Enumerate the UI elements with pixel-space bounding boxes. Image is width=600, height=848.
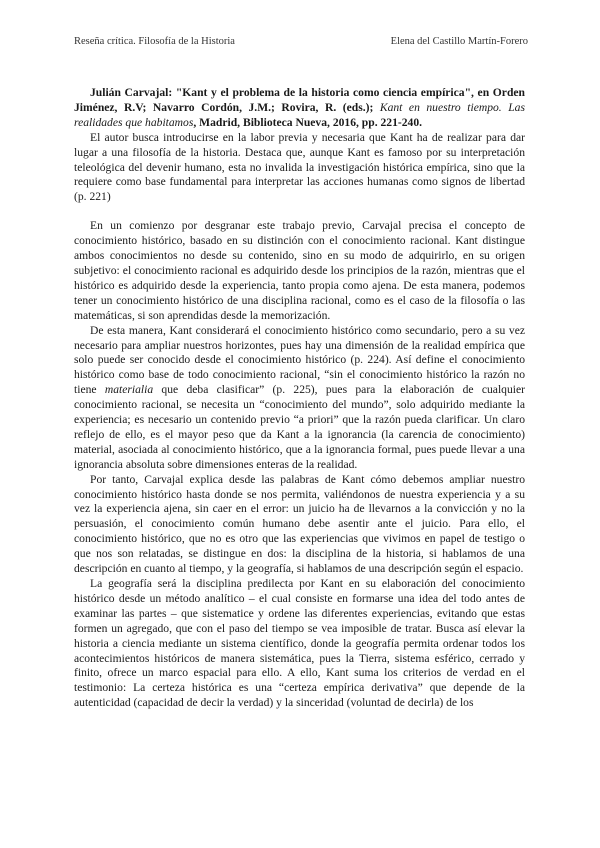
paragraph-3-emphasis: materialia bbox=[104, 383, 154, 397]
paragraph-5: La geografía será la disciplina predilecta por Kant en su elaboración del conocimiento histórico desde un método analítico – el cual consiste en formarse una idea del todo antes de examinar las partes – que sistematice y ordene las diferentes experiencias, evitando que estas formen un agregado, que con el paso del tiempo se vea imposible de tratar. Busca así elevar la historia a ciencia mediante un sistema científico, donde la geografía permita ordenar todos los acontecimientos históricos de manera sistemática, pues la Tierra, sistema esférico, cerrado y finito, ofrece un marco espacial para ello. A ello, Kant suma los criterios de verdad en el testimonio: La certeza histórica es una “certeza empírica derivativa” que depende de la autenticidad (capacidad de decir la verdad) y la sinceridad (voluntad de decirla) de los bbox=[74, 577, 525, 710]
paragraph-3 bbox=[74, 324, 525, 473]
citation-tail: , Madrid, Biblioteca Nueva, 2016, pp. 221-240. bbox=[193, 115, 423, 129]
header-right: Elena del Castillo Martín-Forero bbox=[390, 36, 528, 47]
header-left: Reseña crítica. Filosofía de la Historia bbox=[74, 36, 235, 47]
citation bbox=[74, 86, 525, 131]
paragraph-4: Por tanto, Carvajal explica desde las palabras de Kant cómo debemos ampliar nuestro conocimiento histórico hasta donde se nos permita, valiéndonos de nuestra experiencia y a su vez la experiencia ajena, sin caer en el error: un juicio ha de llevarnos a la convicción y no la persuasión, el conocimiento común humano debe asentir ante el juicio. Para ello, el conocimiento histórico, que no es otro que las experiencias que vivimos en papel de testigo o que nos son relatadas, se distingue en dos: la disciplina de la historia, si hablamos de una descripción en cuanto al tiempo, y la geografía, si hablamos de una descripción según el espacio. bbox=[74, 472, 525, 576]
paragraph-3-part-b: que deba clasificar” (p. 225), pues para la elaboración de cualquier conocimiento racional, se necesita un “conocimiento del mundo”, solo adquirido mediante la experiencia; es necesario un contenido previo “a priori” que la razón pueda clarificar. Un claro reflejo de ello, es el mayor peso que da Kant a la ignorancia (la carencia de conocimiento) material, asociada al conocimiento histórico, que a la ignorancia formal, pues puede llevar a una ignorancia absoluta sobre dimensiones enteras de la realidad. bbox=[74, 383, 525, 471]
paragraph-2: En un comienzo por desgranar este trabajo previo, Carvajal precisa el concepto de conocimiento histórico, basado en su distinción con el conocimiento racional. Kant distingue ambos conocimientos no desde su contenido, sino en su modo de adquirirlo, en su origen subjetivo: el conocimiento racional es adquirido desde los principios de la razón, mientras que el histórico es adquirido desde la experiencia, tanto propia como ajena. De esta manera, podemos tener un conocimiento histórico de una disciplina racional, como es el caso de la filosofía o las matemáticas, si son aprendidas desde la memorización. bbox=[74, 219, 525, 322]
paragraph-1: El autor busca introducirse en la labor previa y necesaria que Kant ha de realizar para dar lugar a una filosofía de la historia. Destaca que, aunque Kant es famoso por su interpretación teleológica del devenir humano, esta no invalida la investigación histórica empírica, sino que la requiere como base fundamental para interpretar las acciones humanas como signos de libertad (p. 221) bbox=[74, 130, 525, 204]
citation-book-title: Kant en nuestro tiempo. Las realidades que habitamos bbox=[74, 100, 525, 129]
running-header bbox=[74, 36, 528, 47]
paragraph-3-part-a: De esta manera, Kant considerará el conocimiento histórico como secundario, pero a su vez necesario para ampliar nuestros horizontes, pues hay una dimensión de la realidad empírica que solo puede ser conocido desde el conocimiento histórico (p. 224). Así define el conocimiento histórico como base de todo conocimiento racional, “sin el conocimiento histórico la razón no tiene bbox=[74, 323, 525, 397]
body-text bbox=[74, 86, 525, 711]
citation-lead: Julián Carvajal: "Kant y el problema de la historia como ciencia empírica", en Orden Jiménez, R.V; Navarro Cordón, J.M.; Rovira, R. (eds.); bbox=[74, 86, 525, 114]
paragraph-gap bbox=[74, 205, 525, 219]
